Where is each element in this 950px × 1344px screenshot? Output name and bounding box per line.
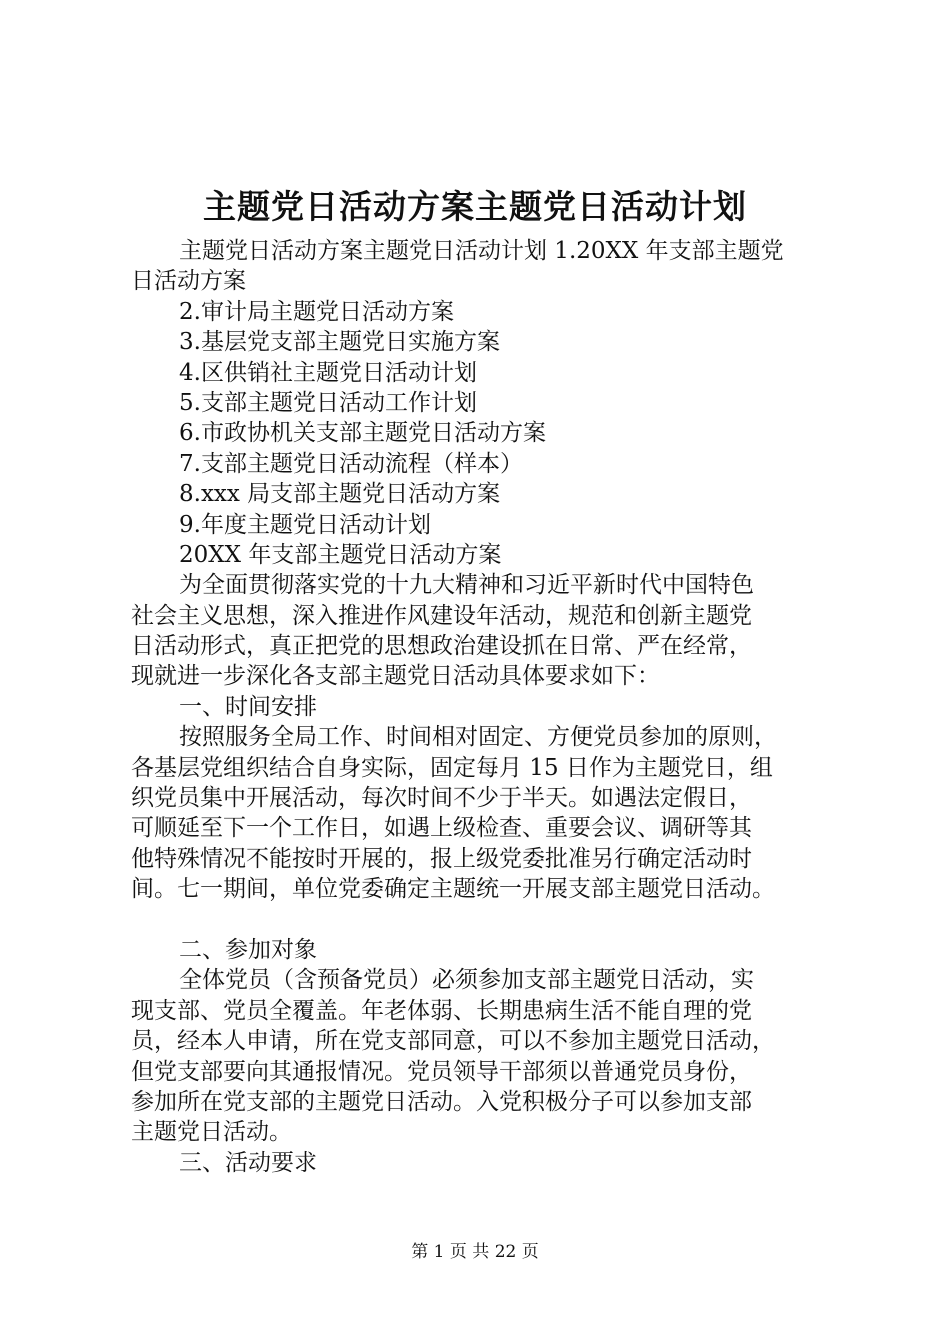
body-line: 一、时间安排 — [179, 693, 317, 720]
body-line: 3.基层党支部主题党日实施方案 — [179, 329, 500, 356]
body-line: 各基层党组织结合自身实际，固定每月 15 日作为主题党日，组 — [131, 754, 773, 781]
body-line: 主题党日活动。 — [131, 1119, 292, 1146]
body-line: 全体党员（含预备党员）必须参加支部主题党日活动，实 — [179, 967, 754, 994]
body-line: 9.年度主题党日活动计划 — [179, 511, 431, 538]
document-title: 主题党日活动方案主题党日活动计划 — [203, 187, 747, 226]
body-line: 7.支部主题党日活动流程（样本） — [179, 450, 523, 477]
body-line: 参加所在党支部的主题党日活动。入党积极分子可以参加支部 — [131, 1088, 752, 1115]
body-line: 按照服务全局工作、时间相对固定、方便党员参加的原则， — [179, 724, 777, 751]
body-line: 可顺延至下一个工作日，如遇上级检查、重要会议、调研等其 — [131, 815, 752, 842]
body-line: 但党支部要向其通报情况。党员领导干部须以普通党员身份， — [131, 1058, 752, 1085]
body-line — [131, 905, 831, 935]
body-line: 他特殊情况不能按时开展的，报上级党委批准另行确定活动时 — [131, 845, 752, 872]
body-line: 间。七一期间，单位党委确定主题统一开展支部主题党日活动。 — [131, 876, 775, 903]
body-line: 为全面贯彻落实党的十九大精神和习近平新时代中国特色 — [179, 572, 754, 599]
body-line: 4.区供销社主题党日活动计划 — [179, 359, 477, 386]
body-line: 8.xxx 局支部主题党日活动方案 — [179, 481, 501, 508]
body-line: 现就进一步深化各支部主题党日活动具体要求如下： — [131, 663, 660, 690]
body-line: 5.支部主题党日活动工作计划 — [179, 389, 477, 416]
body-line: 日活动形式，真正把党的思想政治建设抓在日常、严在经常， — [131, 633, 752, 660]
body-line: 员，经本人申请，所在党支部同意，可以不参加主题党日活动， — [131, 1028, 775, 1055]
body-line: 主题党日活动方案主题党日活动计划 1.20XX 年支部主题党 — [179, 238, 784, 264]
body-line: 日活动方案 — [131, 268, 246, 295]
body-line: 现支部、党员全覆盖。年老体弱、长期患病生活不能自理的党 — [131, 997, 752, 1024]
document-body — [131, 236, 831, 1178]
body-line: 6.市政协机关支部主题党日活动方案 — [179, 420, 546, 447]
body-line: 三、活动要求 — [179, 1149, 317, 1176]
page-footer: 第 1 页 共 22 页 — [411, 1242, 539, 1262]
body-line: 织党员集中开展活动，每次时间不少于半天。如遇法定假日， — [131, 785, 752, 812]
body-line: 社会主义思想，深入推进作风建设年活动，规范和创新主题党 — [131, 602, 752, 629]
body-line: 二、参加对象 — [179, 936, 317, 963]
body-line: 2.审计局主题党日活动方案 — [179, 298, 454, 325]
body-line: 20XX 年支部主题党日活动方案 — [179, 541, 502, 568]
